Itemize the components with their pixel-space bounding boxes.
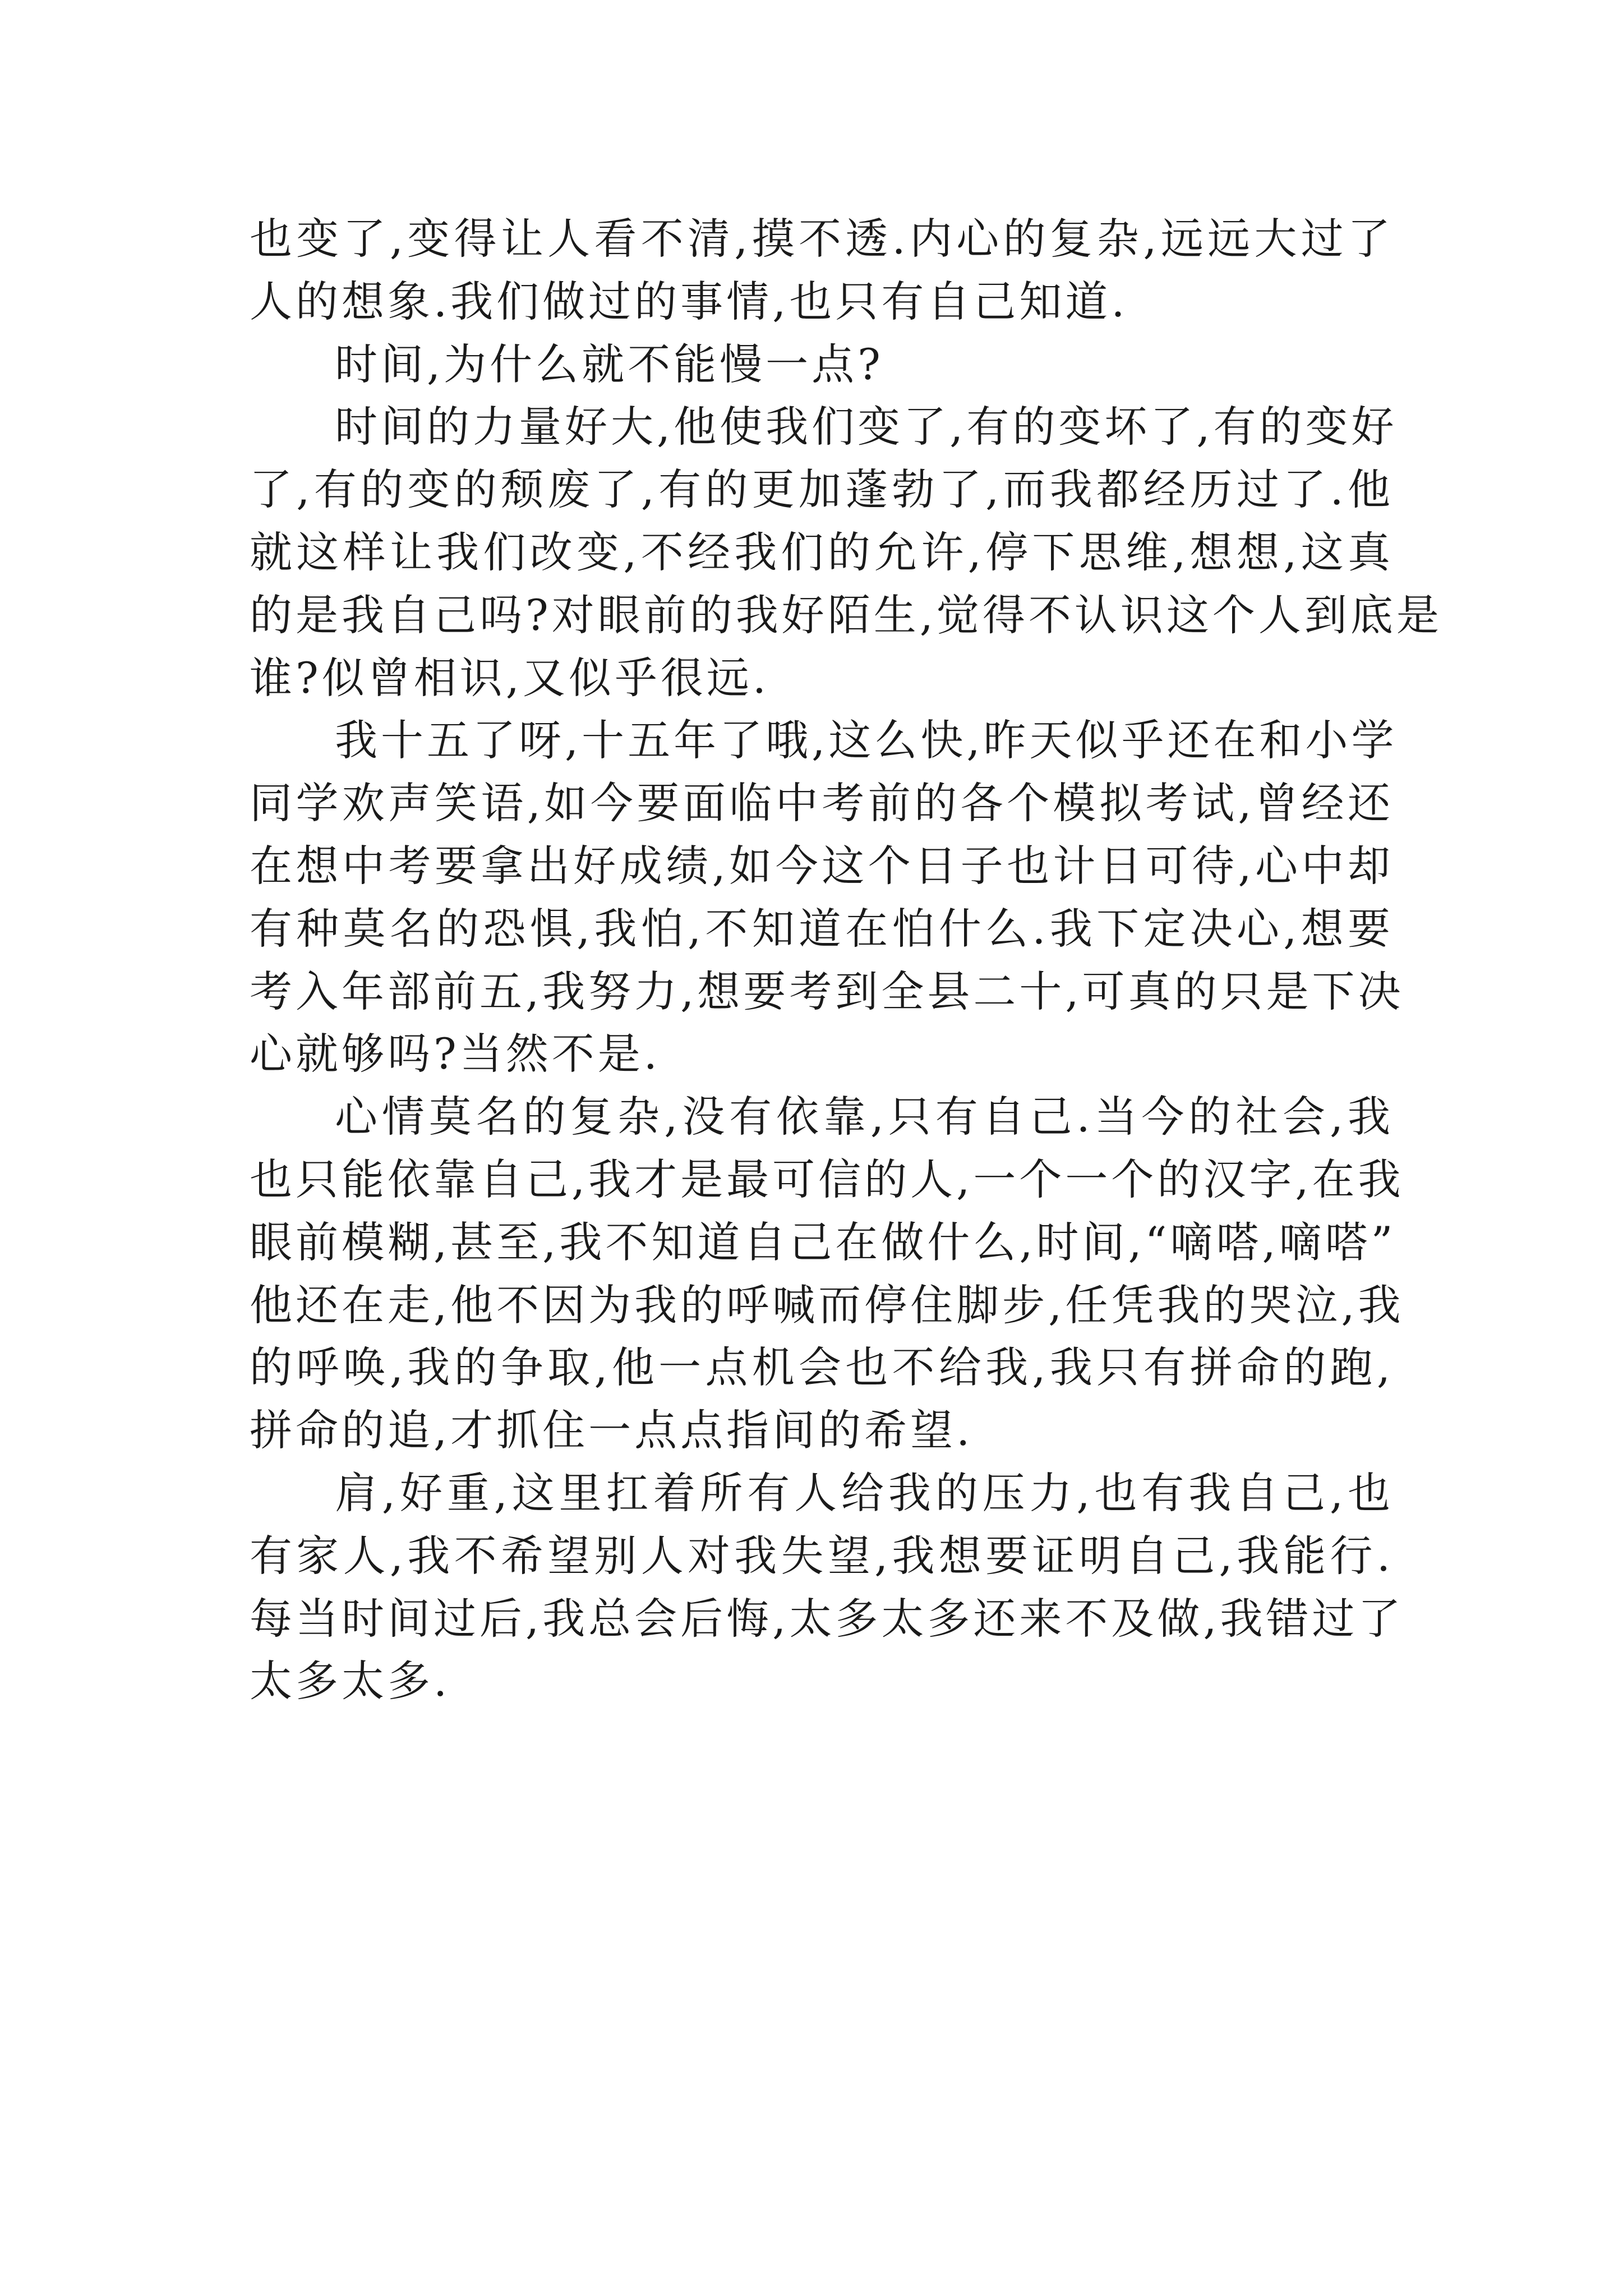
text-line: 了,有的变的颓废了,有的更加蓬勃了,而我都经历过了.他 <box>250 464 1394 515</box>
text-line: 谁?似曾相识,又似乎很远. <box>250 652 770 703</box>
text-line: 的是我自己吗?对眼前的我好陌生,觉得不认识这个人到底是 <box>250 590 1442 640</box>
paragraph-start-line: 心情莫名的复杂,没有依靠,只有自己.当今的社会,我 <box>335 1092 1394 1142</box>
paragraph-start-line: 时间,为什么就不能慢一点? <box>335 339 884 389</box>
text-line: 人的想象.我们做过的事情,也只有自己知道. <box>250 276 1128 326</box>
paragraph-start-line: 时间的力量好大,他使我们变了,有的变坏了,有的变好 <box>335 402 1398 452</box>
paragraph-start-line: 我十五了呀,十五年了哦,这么快,昨天似乎还在和小学 <box>335 715 1398 766</box>
text-line: 太多太多. <box>250 1656 451 1706</box>
text-line: 每当时间过后,我总会后悔,太多太多还来不及做,我错过了 <box>250 1593 1404 1644</box>
essay-text <box>250 208 1442 1713</box>
text-line: 也只能依靠自己,我才是最可信的人,一个一个的汉字,在我 <box>250 1154 1404 1204</box>
text-line: 在想中考要拿出好成绩,如今这个日子也计日可待,心中却 <box>250 840 1394 891</box>
text-line: 的呼唤,我的争取,他一点机会也不给我,我只有拼命的跑, <box>250 1342 1394 1393</box>
text-line: 拼命的追,才抓住一点点指间的希望. <box>250 1405 974 1456</box>
text-line: 眼前模糊,甚至,我不知道自己在做什么,时间,“嘀嗒,嘀嗒” <box>250 1217 1396 1267</box>
text-line: 他还在走,他不因为我的呼喊而停住脚步,任凭我的哭泣,我 <box>250 1280 1404 1330</box>
text-line: 心就够吗?当然不是. <box>250 1029 661 1079</box>
text-line: 就这样让我们改变,不经我们的允许,停下思维,想想,这真 <box>250 527 1394 577</box>
text-line: 有家人,我不希望别人对我失望,我想要证明自己,我能行. <box>250 1530 1394 1581</box>
paragraph-start-line: 肩,好重,这里扛着所有人给我的压力,也有我自己,也 <box>335 1467 1394 1518</box>
text-line: 同学欢声笑语,如今要面临中考前的各个模拟考试,曾经还 <box>250 778 1394 829</box>
text-line: 也变了,变得让人看不清,摸不透.内心的复杂,远远大过了 <box>250 214 1394 264</box>
text-line: 有种莫名的恐惧,我怕,不知道在怕什么.我下定决心,想要 <box>250 903 1394 954</box>
text-line: 考入年部前五,我努力,想要考到全县二十,可真的只是下决 <box>250 966 1404 1016</box>
